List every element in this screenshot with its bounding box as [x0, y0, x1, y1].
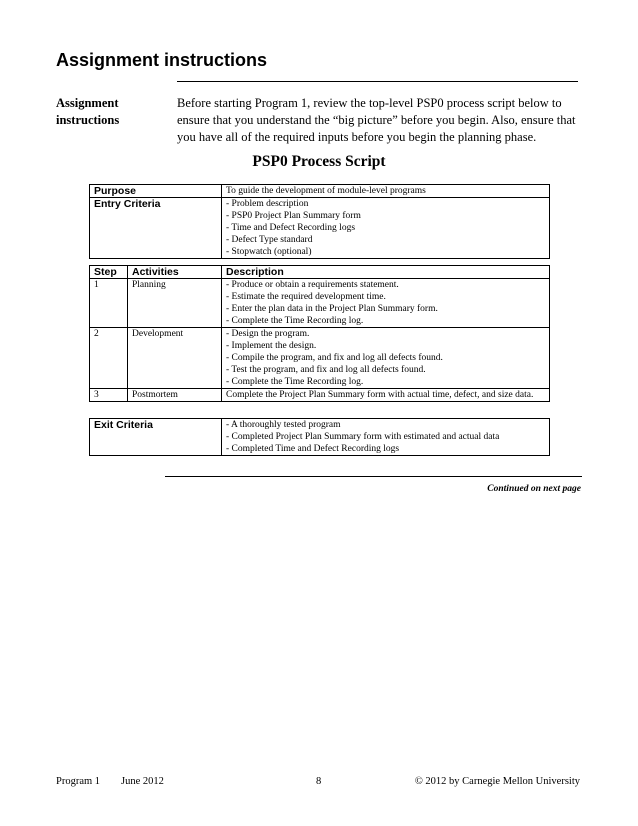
step-activity: Postmortem	[128, 389, 222, 402]
exit-criteria-list	[222, 419, 550, 456]
exit-criteria-row	[90, 419, 550, 456]
footer-date: June 2012	[121, 776, 164, 787]
description-line: - Produce or obtain a requirements statement.	[226, 280, 399, 290]
script-title: PSP0 Process Script	[252, 153, 386, 170]
exit-item: - Completed Project Plan Summary form with estimated and actual data	[226, 432, 500, 442]
purpose-entry-table	[89, 184, 550, 259]
entry-criteria-list	[222, 198, 550, 259]
step-number: 3	[90, 389, 128, 402]
continued-note: Continued on next page	[487, 484, 581, 494]
purpose-text: To guide the development of module-level programs	[222, 185, 550, 198]
exit-item: - Completed Time and Defect Recording logs	[226, 444, 400, 454]
activities-header: Activities	[128, 266, 222, 279]
footer-program: Program 1	[56, 776, 101, 787]
step-activity: Planning	[128, 279, 222, 328]
entry-item: - PSP0 Project Plan Summary form	[226, 211, 361, 221]
exit-criteria-label: Exit Criteria	[90, 419, 222, 456]
entry-item: - Defect Type standard	[226, 235, 313, 245]
footer-page-number: 8	[316, 776, 322, 787]
page-heading: Assignment instructions	[56, 50, 268, 70]
description-line: - Complete the Time Recording log.	[226, 316, 364, 326]
step-row-postmortem	[90, 389, 550, 402]
entry-criteria-label: Entry Criteria	[90, 198, 222, 259]
description-line: - Estimate the required development time.	[226, 292, 386, 302]
heading-rule	[177, 81, 578, 82]
steps-table	[89, 265, 550, 402]
description-line: - Implement the design.	[226, 341, 317, 351]
step-number: 2	[90, 328, 128, 389]
side-label-line-1: Assignment	[56, 96, 119, 110]
continued-rule	[165, 476, 582, 477]
entry-item: - Stopwatch (optional)	[226, 247, 312, 257]
steps-header-row	[90, 266, 550, 279]
purpose-label: Purpose	[90, 185, 222, 198]
footer-copyright: © 2012 by Carnegie Mellon University	[414, 776, 580, 787]
entry-item: - Problem description	[226, 199, 309, 209]
description-line: - Design the program.	[226, 329, 310, 339]
purpose-row	[90, 185, 550, 198]
exit-criteria-table	[89, 418, 550, 456]
step-number: 1	[90, 279, 128, 328]
entry-criteria-row	[90, 198, 550, 259]
step-activity: Development	[128, 328, 222, 389]
exit-item: - A thoroughly tested program	[226, 420, 341, 430]
step-row-development	[90, 328, 550, 389]
step-description	[222, 279, 550, 328]
intro-paragraph: Before starting Program 1, review the top-level PSP0 process script below to ensure that you understand the “big picture” before you begin. Also, ensure that you have all of the required inputs before you begin the planning phase.	[177, 96, 576, 144]
step-description: Complete the Project Plan Summary form with actual time, defect, and size data.	[222, 389, 550, 402]
description-line: - Complete the Time Recording log.	[226, 377, 364, 387]
description-line: - Compile the program, and fix and log all defects found.	[226, 353, 443, 363]
description-line: - Test the program, and fix and log all defects found.	[226, 365, 426, 375]
side-label	[56, 95, 119, 129]
side-label-line-2: instructions	[56, 113, 120, 127]
description-line: - Enter the plan data in the Project Plan Summary form.	[226, 304, 438, 314]
description-header: Description	[222, 266, 550, 279]
step-header: Step	[90, 266, 128, 279]
entry-item: - Time and Defect Recording logs	[226, 223, 356, 233]
step-row-planning	[90, 279, 550, 328]
step-description	[222, 328, 550, 389]
